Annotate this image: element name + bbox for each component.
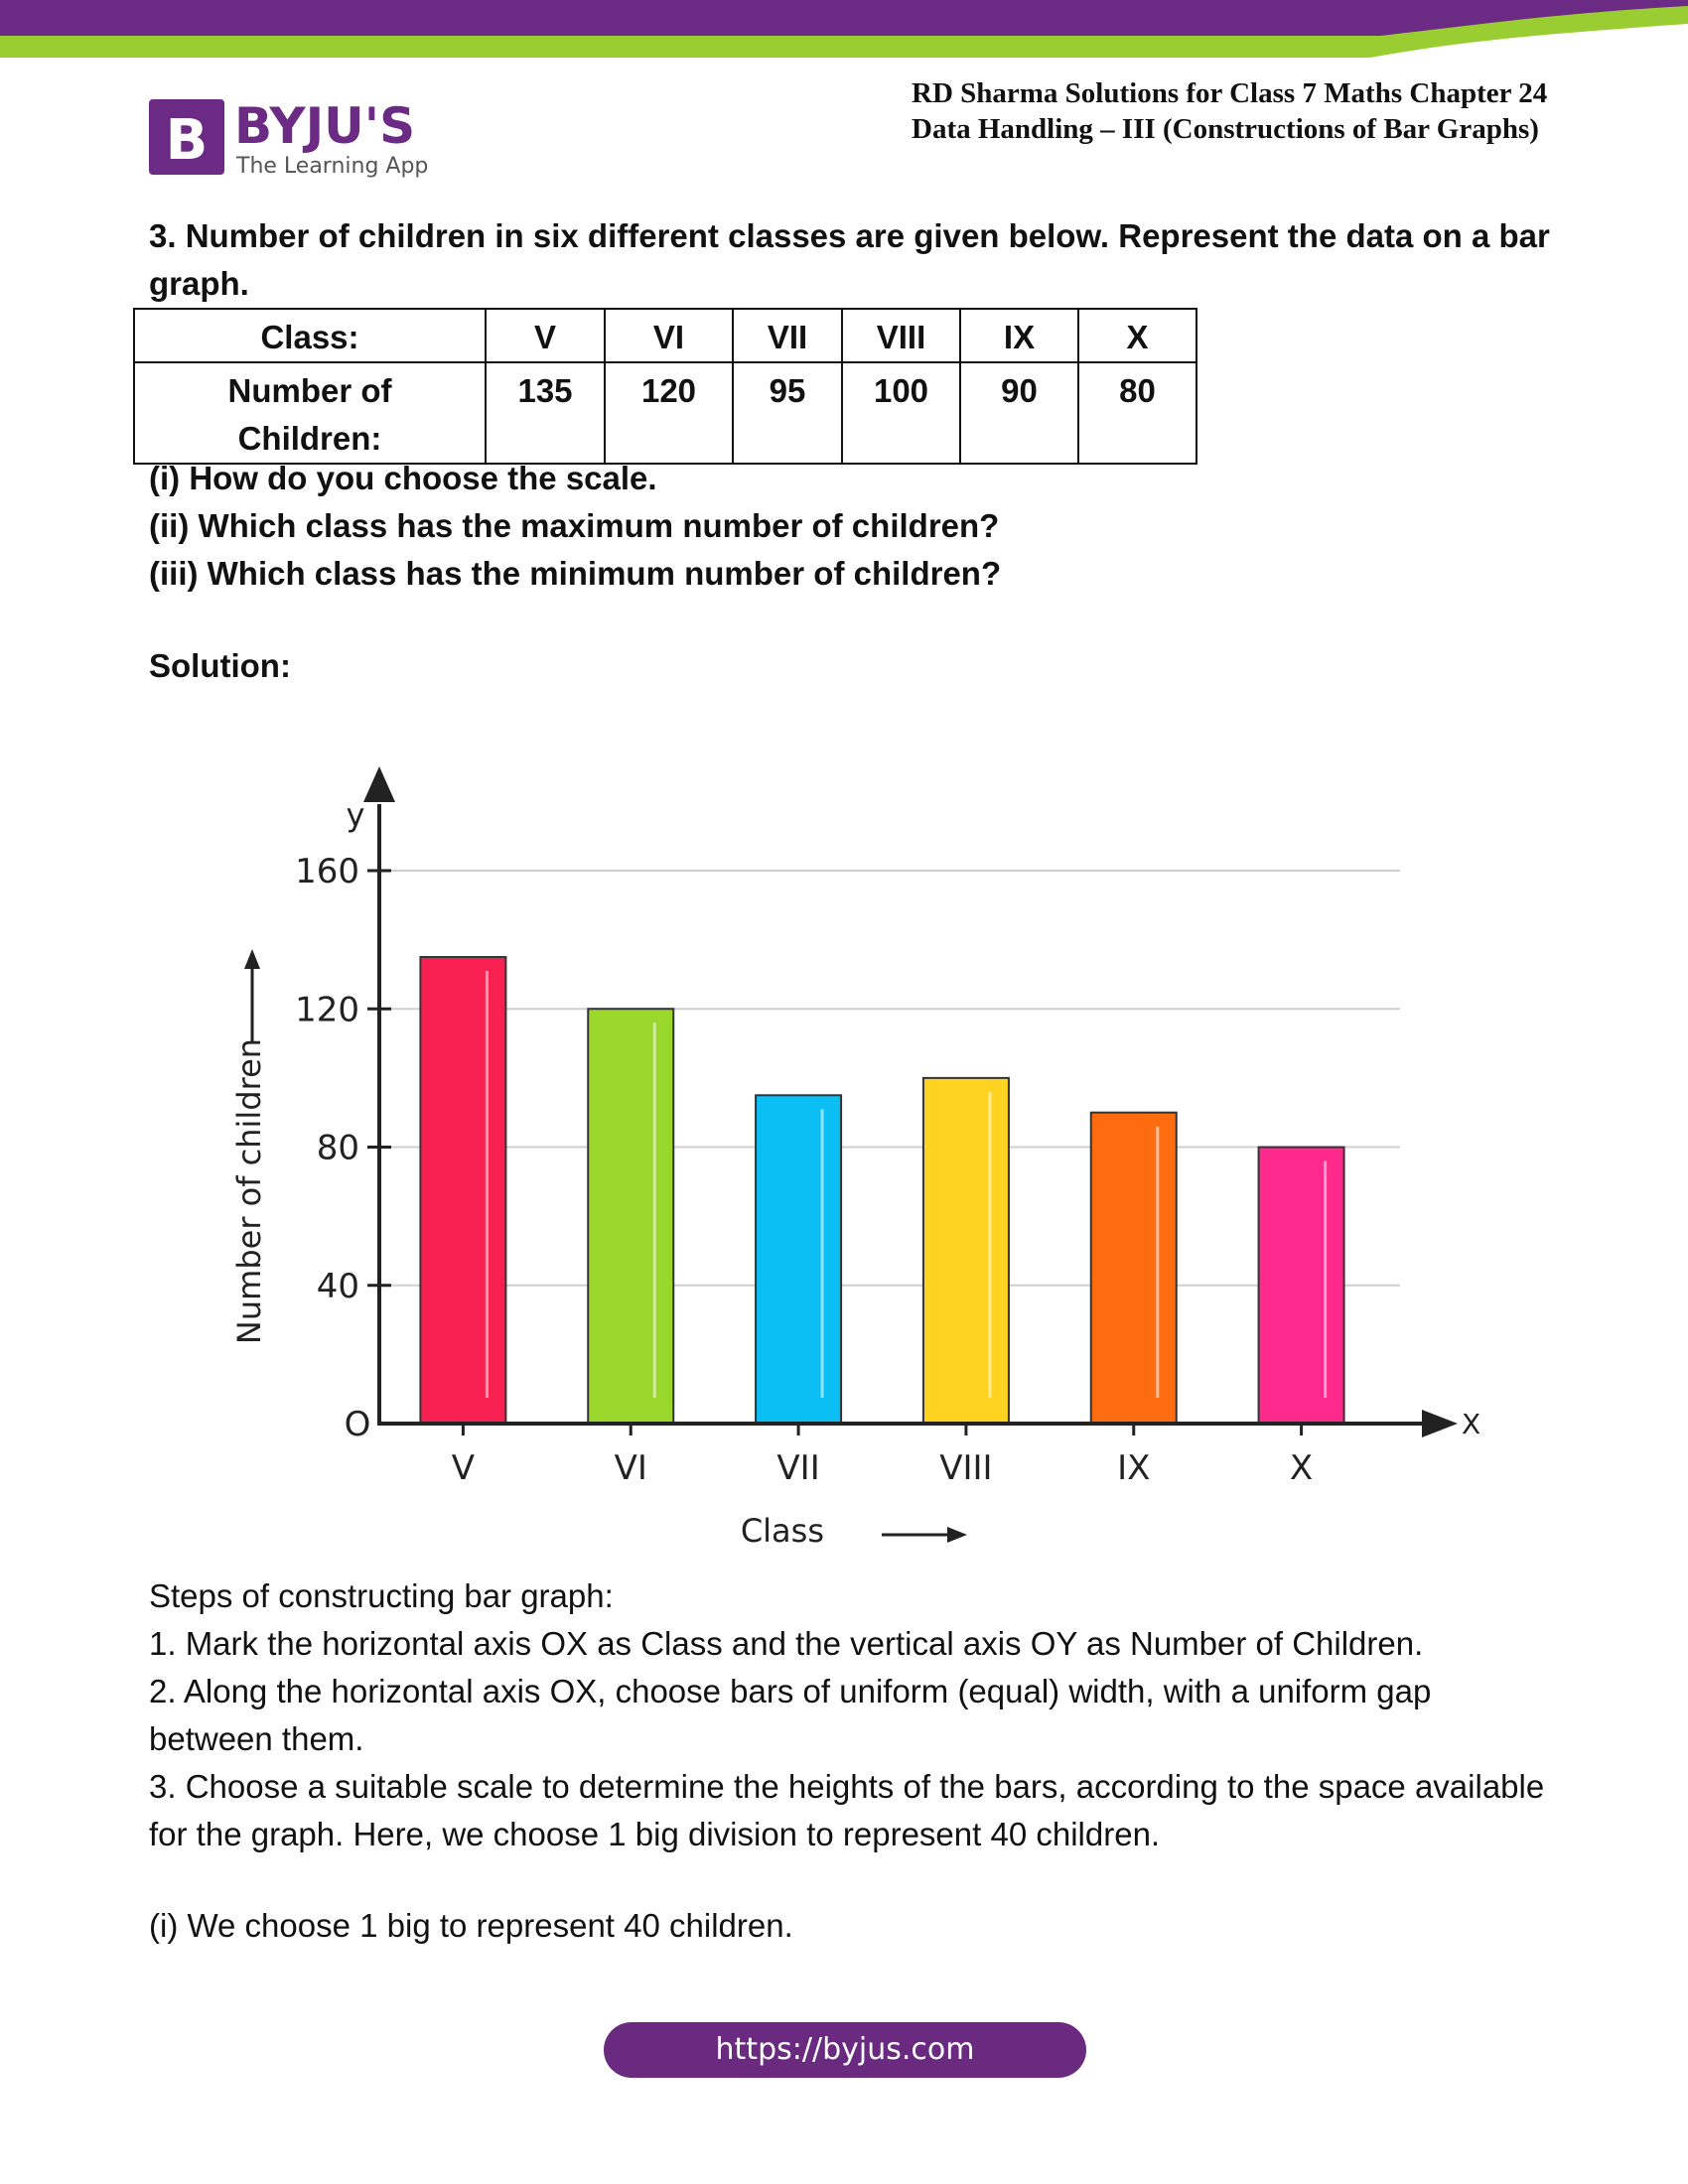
table-cell: 100: [842, 362, 960, 464]
x-tick-label: X: [1289, 1448, 1314, 1488]
y-tick-label: 40: [316, 1266, 359, 1306]
x-tick-label: IX: [1117, 1448, 1151, 1488]
table-cell: X: [1078, 309, 1196, 362]
footer-url-link[interactable]: https://byjus.com: [604, 2022, 1086, 2078]
bar-vii: [756, 1095, 841, 1424]
question-text: 3. Number of children in six different classes are given below. Represent the data on a bar graph.: [149, 217, 1550, 302]
x-axis-arrow-icon: [1422, 1410, 1458, 1437]
table-cell: 90: [960, 362, 1078, 464]
step-item: 1. Mark the horizontal axis OX as Class and the vertical axis OY as Number of Children.: [149, 1625, 1424, 1662]
x-tick-label: VIII: [939, 1448, 993, 1488]
chart-bars: [420, 957, 1343, 1424]
solution-label: Solution:: [149, 647, 291, 684]
table-cell: 135: [486, 362, 605, 464]
table-row: [134, 362, 1196, 464]
svg-text:B: B: [165, 108, 209, 173]
x-tick-label: VI: [614, 1448, 647, 1488]
sub-question: (ii) Which class has the maximum number of children?: [149, 507, 1000, 544]
x-title-arrow-icon: [947, 1527, 967, 1543]
steps-intro: Steps of constructing bar graph:: [149, 1577, 614, 1614]
table-cell: 80: [1078, 362, 1196, 464]
table-cell: V: [486, 309, 605, 362]
sub-questions: [149, 455, 1539, 598]
y-axis-letter: y: [346, 796, 365, 834]
bar-v: [420, 957, 505, 1424]
table-cell: VIII: [842, 309, 960, 362]
origin-label: O: [344, 1405, 371, 1444]
step-item: 2. Along the horizontal axis OX, choose bars of uniform (equal) width, with a uniform gap between them.: [149, 1673, 1432, 1757]
y-tick-label: 120: [295, 990, 359, 1030]
x-axis-title: Class: [740, 1512, 824, 1550]
chart-grid: [367, 871, 1400, 1435]
bar-viii: [923, 1078, 1009, 1424]
header-title-line2: Data Handling – III (Constructions of Bar Graphs): [912, 113, 1539, 145]
x-tick-label: VII: [776, 1448, 820, 1488]
logo-tagline: The Learning App: [236, 154, 429, 179]
table-cell: Number of Children:: [134, 362, 486, 464]
y-axis-arrow-icon: [363, 766, 395, 802]
construction-steps: [149, 1572, 1559, 1858]
y-tick-label: 160: [295, 852, 359, 891]
page-header-title: [912, 75, 1646, 147]
table-cell: 95: [733, 362, 842, 464]
table-row: [134, 309, 1196, 362]
logo-mark: [149, 97, 447, 181]
table-cell: VI: [605, 309, 733, 362]
table-cell: Class:: [134, 309, 486, 362]
y-axis-title: Number of children: [230, 1037, 268, 1345]
bar-chart: [218, 754, 1509, 1559]
bar-ix: [1091, 1113, 1177, 1424]
x-axis-letter: X: [1462, 1408, 1481, 1440]
table-cell: VII: [733, 309, 842, 362]
sub-question: (i) How do you choose the scale.: [149, 460, 657, 496]
sub-question: (iii) Which class has the minimum number of children?: [149, 555, 1002, 592]
answer-text: (i) We choose 1 big to represent 40 children.: [149, 1907, 793, 1944]
x-tick-label: V: [451, 1448, 476, 1488]
logo-brand: BYJU'S: [234, 97, 416, 155]
y-tick-label: 80: [316, 1128, 359, 1168]
byjus-logo[interactable]: [149, 97, 447, 181]
y-title-arrow-icon: [244, 949, 260, 969]
table-cell: 120: [605, 362, 733, 464]
data-table: [133, 308, 1197, 465]
bar-vi: [588, 1009, 673, 1424]
table-cell: IX: [960, 309, 1078, 362]
top-banner: [0, 0, 1688, 60]
bar-x: [1259, 1148, 1344, 1425]
step-item: 3. Choose a suitable scale to determine the heights of the bars, according to the space available for the graph. Here, we choose 1 big division to represent 40 children.: [149, 1768, 1545, 1852]
header-title-line1: RD Sharma Solutions for Class 7 Maths Chapter 24: [912, 77, 1548, 109]
